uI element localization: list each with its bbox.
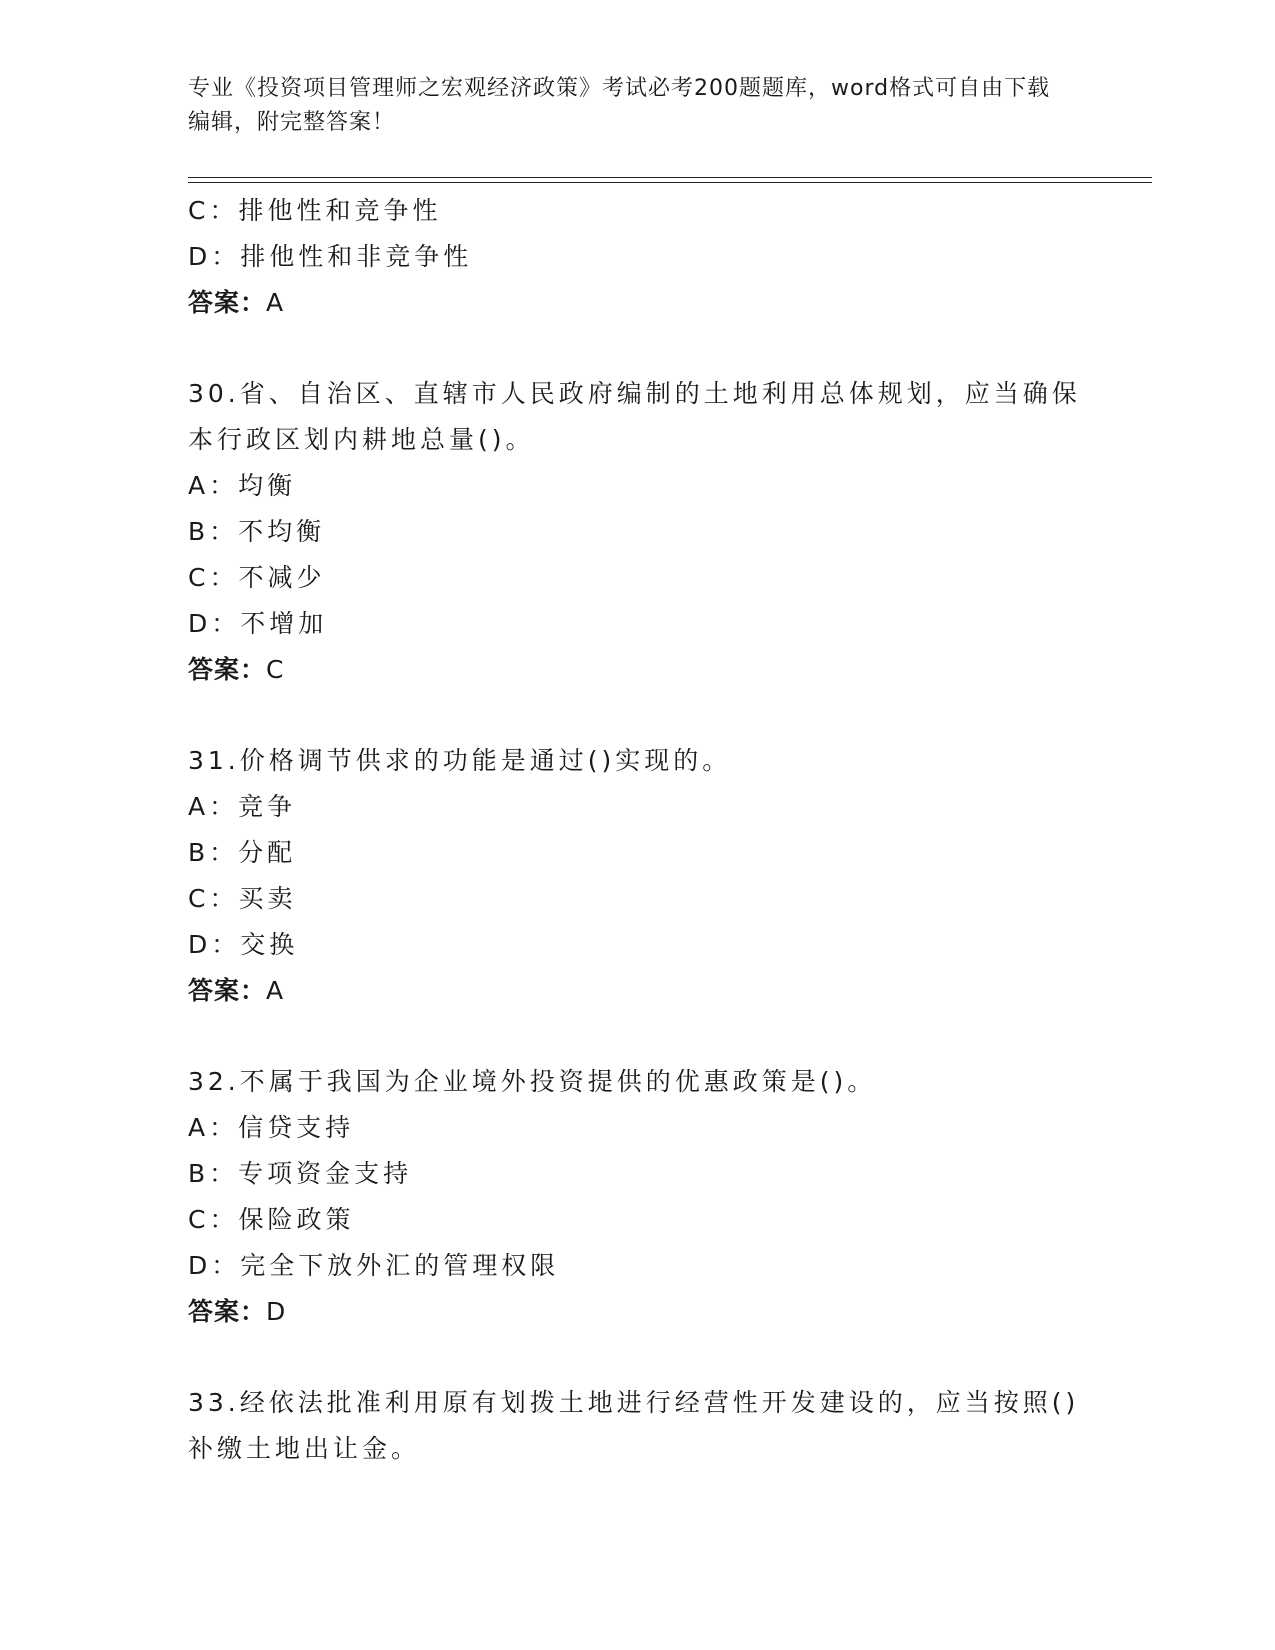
- page-header: [188, 72, 1068, 140]
- option-a: A：信贷支持: [188, 1113, 355, 1142]
- option-b: B：专项资金支持: [188, 1159, 413, 1188]
- question-33: [188, 1380, 1088, 1472]
- option-c: C：买卖: [188, 884, 297, 913]
- option-a: A：均衡: [188, 471, 297, 500]
- option-c: C：不减少: [188, 563, 326, 592]
- question-32: [188, 1059, 1088, 1335]
- option-d: D：不增加: [188, 609, 328, 638]
- answer-line: [188, 968, 1088, 1014]
- option-a: A：竞争: [188, 792, 297, 821]
- question-carryover: [188, 188, 1088, 326]
- header-text: 专业《投资项目管理师之宏观经济政策》考试必考200题题库，word格式可自由下载编辑，附完整答案！: [188, 76, 1051, 135]
- answer-value: A: [266, 976, 286, 1005]
- option-c: C：保险政策: [188, 1205, 355, 1234]
- header-rule-bottom: [188, 182, 1152, 183]
- option-b: B：不均衡: [188, 517, 326, 546]
- answer-line: [188, 1289, 1088, 1335]
- answer-label: 答案：: [188, 655, 267, 684]
- header-rule-top: [188, 177, 1152, 178]
- question-stem: 30.省、自治区、直辖市人民政府编制的土地利用总体规划，应当确保本行政区划内耕地总量()。: [188, 379, 1081, 454]
- answer-label: 答案：: [188, 976, 267, 1005]
- option-c: C：排他性和竞争性: [188, 196, 442, 225]
- question-31: [188, 738, 1088, 1014]
- answer-line: [188, 280, 1088, 326]
- option-b: B：分配: [188, 838, 297, 867]
- answer-line: [188, 647, 1088, 693]
- option-d: D：交换: [188, 930, 299, 959]
- answer-label: 答案：: [188, 288, 267, 317]
- answer-value: C: [266, 655, 286, 684]
- answer-value: A: [266, 288, 286, 317]
- option-d: D：完全下放外汇的管理权限: [188, 1251, 560, 1280]
- question-stem: 33.经依法批准利用原有划拨土地进行经营性开发建设的，应当按照()补缴土地出让金。: [188, 1388, 1080, 1463]
- question-stem: 32.不属于我国为企业境外投资提供的优惠政策是()。: [188, 1067, 877, 1096]
- question-30: [188, 371, 1088, 693]
- question-stem: 31.价格调节供求的功能是通过()实现的。: [188, 746, 732, 775]
- answer-value: D: [266, 1297, 288, 1326]
- option-d: D：排他性和非竞争性: [188, 242, 473, 271]
- question-list: [188, 188, 1088, 1472]
- answer-label: 答案：: [188, 1297, 267, 1326]
